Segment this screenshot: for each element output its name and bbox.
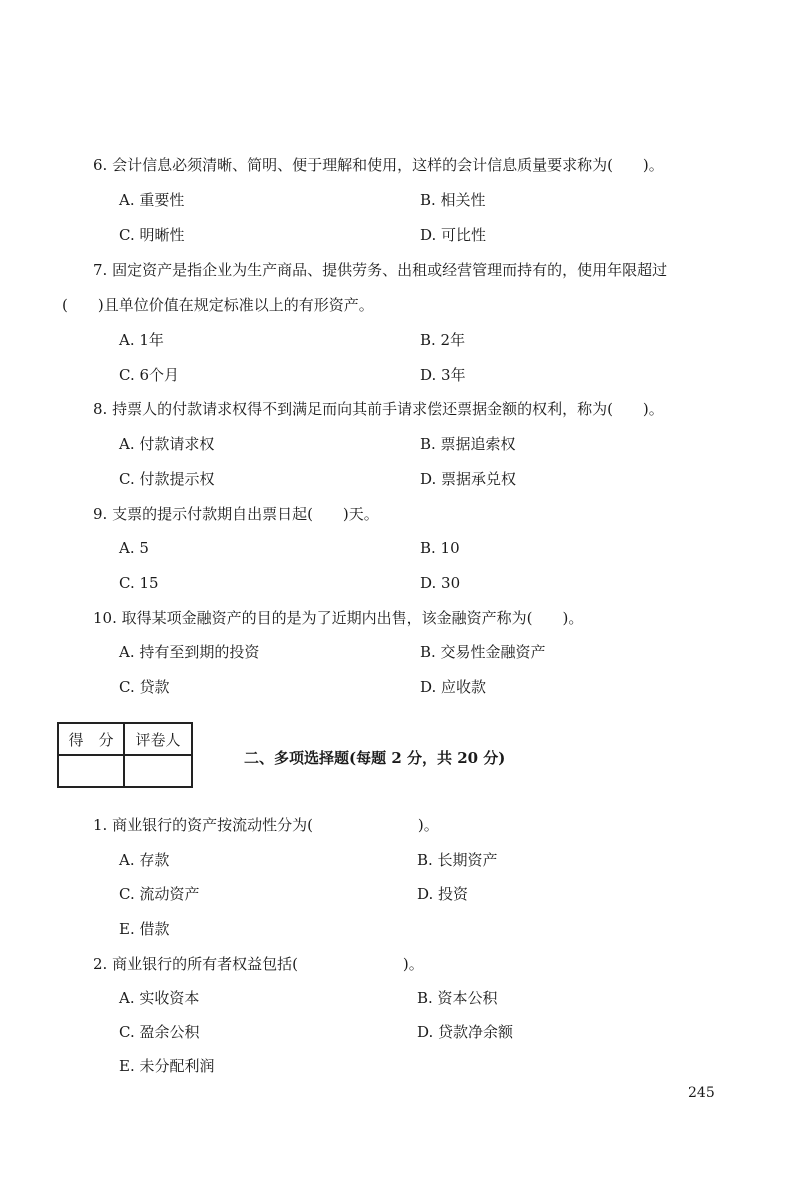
question-8-option-b: B. 票据追索权 [420, 435, 516, 453]
multi-question-2-option-e: E. 未分配利润 [119, 1057, 215, 1075]
question-7-option-b: B. 2年 [420, 331, 466, 349]
section-title: 二、多项选择题(每题 2 分，共 20 分) [244, 749, 506, 767]
multi-question-1-option-a: A. 存款 [119, 851, 170, 869]
multi-question-2-stem: 2. 商业银行的所有者权益包括( )。 [93, 955, 424, 973]
multi-question-2-option-d: D. 贷款净余额 [417, 1023, 514, 1041]
question-10-option-c: C. 贷款 [119, 678, 170, 696]
question-10-option-d: D. 应收款 [420, 678, 487, 696]
question-7-stem-continued: ( )且单位价值在规定标准以上的有形资产。 [62, 296, 374, 314]
question-7-option-a: A. 1年 [119, 331, 164, 349]
question-9-option-c: C. 15 [119, 574, 159, 592]
question-6-option-d: D. 可比性 [420, 226, 487, 244]
grader-label: 评卷人 [124, 723, 192, 755]
question-7-option-d: D. 3年 [420, 366, 466, 384]
question-6-option-b: B. 相关性 [420, 191, 486, 209]
question-10-option-a: A. 持有至到期的投资 [119, 643, 260, 661]
question-8-option-c: C. 付款提示权 [119, 470, 215, 488]
question-7-stem: 7. 固定资产是指企业为生产商品、提供劳务、出租或经营管理而持有的，使用年限超过 [93, 261, 668, 279]
question-6-option-c: C. 明晰性 [119, 226, 185, 244]
multi-question-2-option-c: C. 盈余公积 [119, 1023, 200, 1041]
question-8-stem: 8. 持票人的付款请求权得不到满足而向其前手请求偿还票据金额的权利，称为( )。 [93, 400, 664, 418]
multi-question-1-stem: 1. 商业银行的资产按流动性分为( )。 [93, 816, 439, 834]
question-7-option-c: C. 6个月 [119, 366, 180, 384]
question-10-option-b: B. 交易性金融资产 [420, 643, 546, 661]
question-9-option-a: A. 5 [119, 539, 149, 557]
score-cell[interactable] [58, 755, 124, 787]
question-9-option-b: B. 10 [420, 539, 460, 557]
question-9-option-d: D. 30 [420, 574, 461, 592]
question-8-option-d: D. 票据承兑权 [420, 470, 517, 488]
question-6-stem: 6. 会计信息必须清晰、简明、便于理解和使用，这样的会计信息质量要求称为( )。 [93, 156, 664, 174]
question-10-stem: 10. 取得某项金融资产的目的是为了近期内出售，该金融资产称为( )。 [93, 609, 584, 627]
question-9-stem: 9. 支票的提示付款期自出票日起( )天。 [93, 505, 379, 523]
multi-question-1-option-d: D. 投资 [417, 885, 469, 903]
page-number: 245 [688, 1085, 715, 1101]
multi-question-1-option-e: E. 借款 [119, 920, 170, 938]
multi-question-2-option-b: B. 资本公积 [417, 989, 498, 1007]
question-8-option-a: A. 付款请求权 [119, 435, 215, 453]
multi-question-1-option-b: B. 长期资产 [417, 851, 498, 869]
grader-cell[interactable] [124, 755, 192, 787]
multi-question-2-option-a: A. 实收资本 [119, 989, 200, 1007]
multi-question-1-option-c: C. 流动资产 [119, 885, 200, 903]
question-6-option-a: A. 重要性 [119, 191, 185, 209]
score-table [57, 722, 193, 788]
score-label: 得 分 [58, 723, 124, 755]
